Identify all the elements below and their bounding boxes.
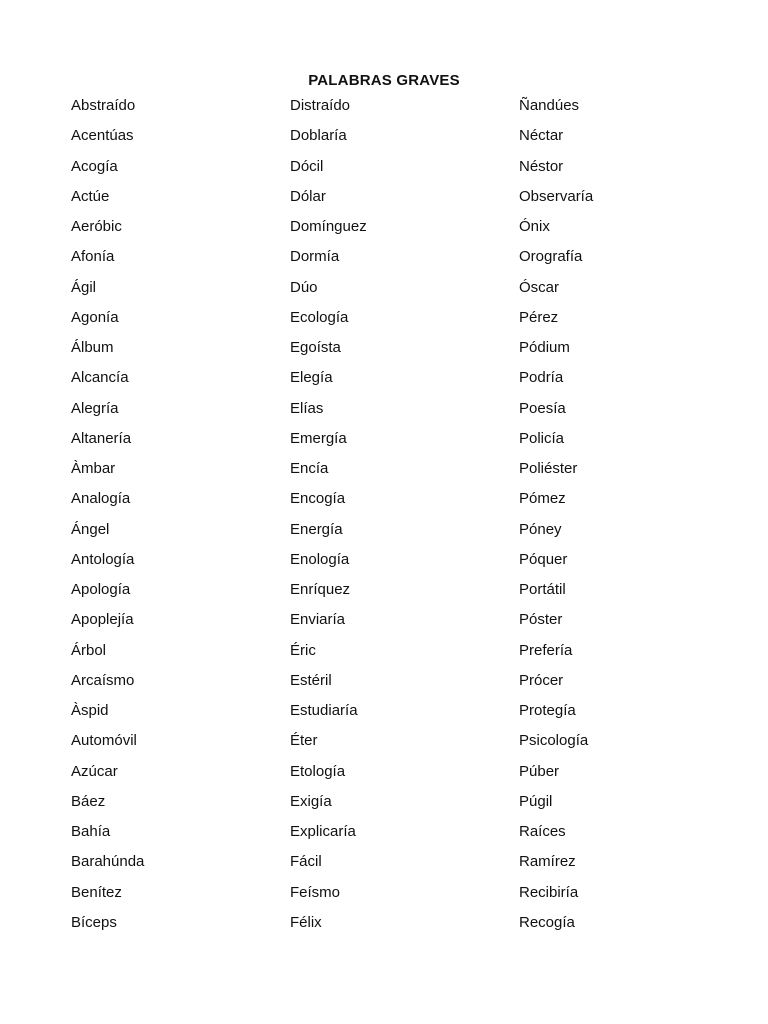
word-item: Dócil — [290, 157, 324, 175]
word-item: Portátil — [519, 581, 566, 598]
word-item: Feísmo — [290, 883, 341, 901]
word-item: Bíceps — [71, 913, 117, 931]
word-item: Púber — [519, 762, 560, 780]
word-item: Néctar — [519, 127, 564, 145]
word-item: Doblaría — [290, 127, 347, 145]
word-item: Explicaría — [290, 823, 356, 840]
word-item: Elías — [290, 399, 324, 417]
word-item: Óscar — [519, 278, 560, 296]
word-item: Analogía — [71, 490, 131, 508]
word-item: Enviaría — [290, 611, 346, 629]
word-item: Alcancía — [71, 369, 129, 387]
word-item: Recogía — [519, 913, 575, 931]
word-item: Enología — [290, 550, 350, 568]
word-item: Policía — [519, 429, 565, 447]
word-item: Pómez — [519, 490, 566, 508]
word-item: Antología — [71, 550, 135, 568]
word-item: Àmbar — [71, 460, 116, 477]
word-item: Prócer — [519, 671, 564, 689]
word-item: Orografía — [519, 248, 583, 266]
word-item: Afonía — [71, 248, 115, 266]
word-item: Póney — [519, 520, 562, 538]
word-item: Automóvil — [71, 732, 137, 750]
word-item: Exigía — [290, 792, 332, 810]
word-item: Podría — [519, 369, 564, 387]
word-item: Félix — [290, 913, 322, 931]
word-item: Protegía — [519, 702, 576, 719]
word-item: Encogía — [290, 490, 346, 508]
word-item: Ramírez — [519, 853, 576, 871]
word-item: Abstraído — [71, 97, 136, 114]
word-item: Ñandúes — [519, 97, 580, 114]
word-item: Dólar — [290, 187, 326, 205]
word-item: Encía — [290, 460, 329, 477]
word-item: Raíces — [519, 823, 566, 840]
word-item: Observaría — [519, 187, 594, 205]
word-item: Fácil — [290, 853, 322, 871]
word-item: Pérez — [519, 308, 559, 326]
word-item: Árbol — [71, 641, 107, 659]
word-item: Emergía — [290, 429, 347, 447]
word-item: Acogía — [71, 157, 118, 175]
word-item: Arcaísmo — [71, 671, 135, 689]
word-item: Domínguez — [290, 218, 367, 235]
word-item: Distraído — [290, 97, 351, 114]
word-item: Enríquez — [290, 581, 351, 598]
word-item: Pódium — [519, 339, 570, 356]
word-column-3 — [519, 96, 593, 943]
word-column-1 — [71, 96, 144, 943]
word-item: Ángel — [71, 520, 110, 538]
word-item: Estéril — [290, 671, 332, 689]
word-item: Bahía — [71, 823, 111, 840]
word-item: Póster — [519, 611, 563, 629]
word-item: Púgil — [519, 792, 553, 810]
word-item: Elegía — [290, 369, 333, 387]
word-item: Éter — [290, 732, 318, 750]
word-item: Acentúas — [71, 127, 134, 145]
word-item: Altanería — [71, 429, 132, 447]
word-item: Aeróbic — [71, 218, 122, 235]
word-item: Ágil — [71, 278, 97, 296]
word-item: Benítez — [71, 883, 122, 901]
word-item: Àspid — [71, 702, 109, 719]
word-item: Néstor — [519, 157, 564, 175]
word-item: Dúo — [290, 278, 318, 296]
word-item: Egoísta — [290, 339, 341, 356]
word-item: Dormía — [290, 248, 340, 266]
word-item: Actúe — [71, 187, 110, 205]
page-title: PALABRAS GRAVES — [308, 72, 460, 89]
word-item: Póquer — [519, 550, 568, 568]
word-item: Azúcar — [71, 762, 118, 780]
word-item: Energía — [290, 520, 343, 538]
word-item: Etología — [290, 762, 346, 780]
word-item: Estudiaría — [290, 702, 358, 719]
word-item: Apoplejía — [71, 611, 134, 629]
word-item: Ecología — [290, 308, 349, 326]
word-item: Recibiría — [519, 883, 579, 901]
word-item: Báez — [71, 792, 106, 810]
word-item: Prefería — [519, 641, 573, 659]
word-item: Barahúnda — [71, 853, 145, 871]
word-item: Apología — [71, 581, 131, 598]
word-column-2 — [290, 96, 367, 943]
word-item: Poliéster — [519, 460, 578, 477]
word-item: Poesía — [519, 399, 566, 417]
word-item: Psicología — [519, 732, 589, 750]
word-item: Álbum — [71, 339, 114, 356]
word-item: Agonía — [71, 308, 119, 326]
word-item: Alegría — [71, 399, 119, 417]
word-item: Éric — [290, 641, 316, 659]
word-item: Ónix — [519, 218, 550, 235]
